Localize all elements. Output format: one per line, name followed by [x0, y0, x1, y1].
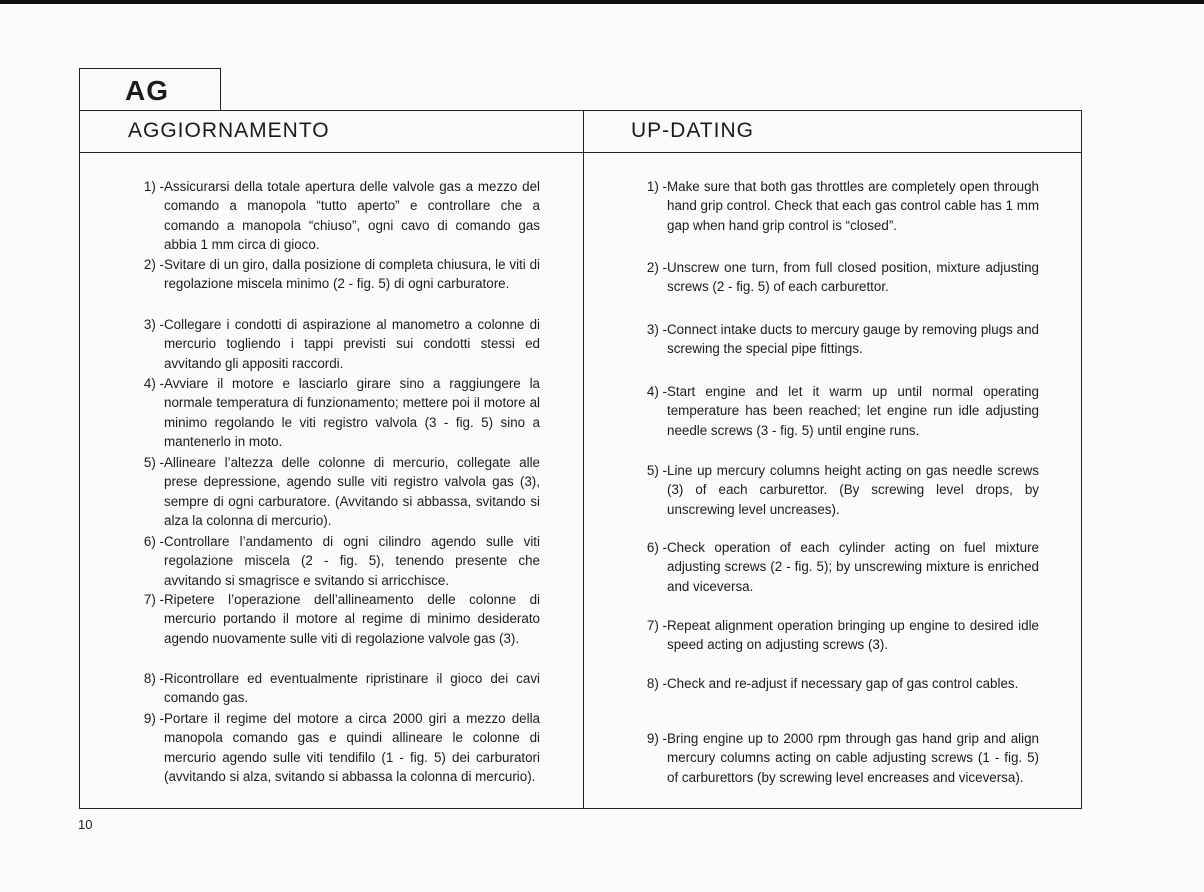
english-step: [637, 320, 1039, 359]
step-number: 6) -: [143, 534, 164, 549]
italian-step: [134, 255, 540, 294]
step-number: 3) -: [143, 317, 164, 332]
italian-step: [134, 590, 540, 648]
step-number: 1) -: [646, 179, 667, 194]
english-step: [637, 538, 1039, 596]
step-number: 1) -: [143, 179, 164, 194]
step-text: Assicurarsi della totale apertura delle valvole gas a mezzo del comando a manopola “tutto aperto” e controllare che a comando a manopola “chiuso”, ogni cavo di comando gas abbia 1 mm circa di gioco.: [164, 179, 540, 252]
step-text: Connect intake ducts to mercury gauge by removing plugs and screwing the special pipe fittings.: [667, 322, 1039, 357]
step-text: Collegare i condotti di aspirazione al manometro a colonne di mercurio togliendo i tappi previsti sui condotti stessi ed avvitando gli appositi raccordi.: [164, 317, 540, 371]
step-number: 8) -: [646, 676, 667, 691]
step-number: 2) -: [646, 260, 667, 275]
step-text: Check operation of each cylinder acting on fuel mixture adjusting screws (2 - fig. 5); by unscrewing mixture is enriched and viceversa.: [667, 540, 1039, 594]
step-text: Allineare l’altezza delle colonne di mercurio, collegate alle prese depressione, agendo sulle viti registro valvola gas (3), sempre di ogni carburatore. (Avvitando si abbassa, svitando si alza la colonna di mercurio).: [164, 455, 540, 528]
step-text: Start engine and let it warm up until normal operating temperature has been reached; let engine run idle adjusting needle screws (3 - fig. 5) until engine runs.: [667, 384, 1039, 438]
english-step: [637, 177, 1039, 235]
step-text: Bring engine up to 2000 rpm through gas hand grip and align mercury columns acting on cable adjusting screws (1 - fig. 5) of carburettors (by screwing level encreases and viceversa).: [667, 731, 1039, 785]
english-step: [637, 616, 1039, 655]
step-text: Ricontrollare ed eventualmente ripristinare il gioco dei cavi comando gas.: [164, 671, 540, 706]
step-text: Ripetere l’operazione dell’allineamento delle colonne di mercurio portando il motore al regime di minimo desiderato agendo nuovamente sulle viti di regolazione valvole gas (3).: [164, 592, 540, 646]
step-text: Make sure that both gas throttles are completely open through hand grip control. Check that each gas control cable has 1 mm gap when hand grip control is “closed”.: [667, 179, 1039, 233]
step-number: 8) -: [143, 671, 164, 686]
step-number: 7) -: [646, 618, 667, 633]
step-text: Svitare di un giro, dalla posizione di completa chiusura, le viti di regolazione miscela minimo (2 - fig. 5) di ogni carburatore.: [164, 257, 540, 292]
header-divider: [80, 152, 1081, 153]
italian-step: [134, 453, 540, 530]
english-column-title: UP-DATING: [631, 119, 754, 142]
step-number: 3) -: [646, 322, 667, 337]
italian-step: [134, 532, 540, 590]
step-number: 5) -: [143, 455, 164, 470]
italian-step: [134, 669, 540, 708]
step-number: 4) -: [646, 384, 667, 399]
italian-step: [134, 709, 540, 786]
english-step: [637, 674, 1039, 693]
step-text: Portare il regime del motore a circa 2000 giri a mezzo della manopola comando gas e quindi allineare le colonne di mercurio agendo sulle viti tendifilo (1 - fig. 5) dei carburatori (avvitando si alza, svitando si abbassa la colonna di mercurio).: [164, 711, 540, 784]
english-step: [637, 382, 1039, 440]
italian-column-title: AGGIORNAMENTO: [128, 119, 330, 142]
step-text: Check and re-adjust if necessary gap of gas control cables.: [667, 676, 1019, 691]
step-text: Line up mercury columns height acting on gas needle screws (3) of each carburettor. (By screwing level drops, by unscrewing level uncreases).: [667, 463, 1039, 517]
english-step: [637, 461, 1039, 519]
italian-step: [134, 374, 540, 451]
step-number: 2) -: [143, 257, 164, 272]
page-number: 10: [78, 817, 93, 832]
column-divider: [583, 111, 584, 808]
step-number: 7) -: [143, 592, 164, 607]
step-text: Repeat alignment operation bringing up engine to desired idle speed acting on adjusting screws (3).: [667, 618, 1039, 653]
english-step: [637, 258, 1039, 297]
step-text: Unscrew one turn, from full closed position, mixture adjusting screws (2 - fig. 5) of each carburettor.: [667, 260, 1039, 295]
italian-step: [134, 177, 540, 254]
step-text: Avviare il motore e lasciarlo girare sino a raggiungere la normale temperatura di funzionamento; mettere poi il motore al minimo regolando le viti registro valvola (3 - fig. 5) sino a mantenerlo in moto.: [164, 376, 540, 449]
italian-step: [134, 315, 540, 373]
top-edge-bar: [0, 0, 1204, 4]
step-number: 5) -: [646, 463, 667, 478]
section-code-tab: AG: [79, 68, 221, 111]
step-number: 4) -: [143, 376, 164, 391]
step-number: 6) -: [646, 540, 667, 555]
step-text: Controllare l’andamento di ogni cilindro agendo sulle viti regolazione miscela (2 - fig. 5), tenendo presente che avvitando si smagrisce e svitando si arricchisce.: [164, 534, 540, 588]
content-frame: [79, 110, 1082, 809]
english-step: [637, 729, 1039, 787]
step-number: 9) -: [646, 731, 667, 746]
step-number: 9) -: [143, 711, 164, 726]
